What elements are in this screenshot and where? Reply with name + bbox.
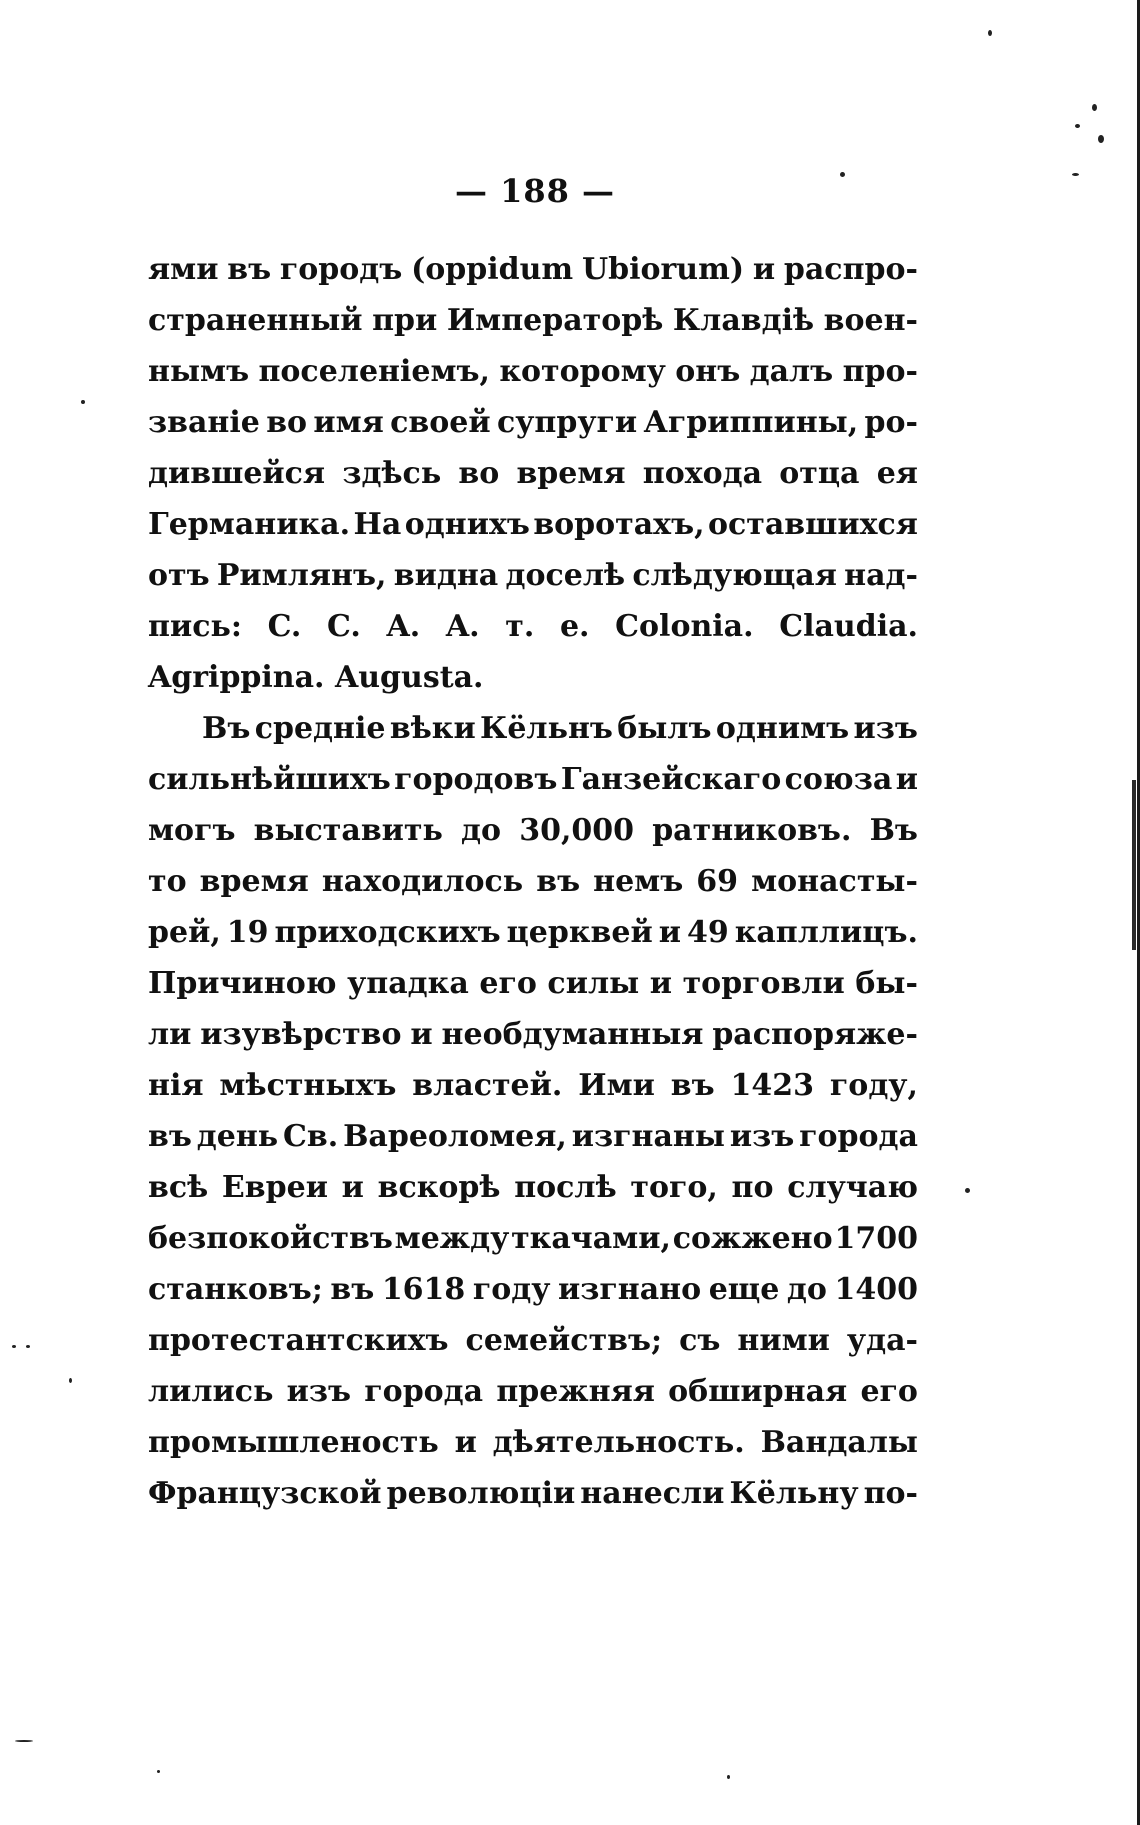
text-line	[148, 1264, 918, 1315]
word: ро-	[864, 405, 918, 440]
word: Ганзейскаго	[560, 762, 782, 797]
word: ли	[148, 1017, 192, 1052]
text-line	[148, 244, 918, 295]
scan-speck	[1098, 135, 1104, 143]
word: городъ	[279, 252, 403, 287]
word: бы-	[855, 966, 918, 1001]
word: день	[196, 1119, 279, 1154]
word: 1423	[730, 1068, 815, 1103]
text-line	[148, 601, 918, 652]
word: и	[454, 1425, 477, 1460]
word: Римлянъ,	[216, 558, 387, 593]
word: ями	[148, 252, 219, 287]
text-line	[148, 448, 918, 499]
word: отца	[779, 456, 860, 491]
word: е.	[559, 609, 590, 644]
word: приходскихъ	[274, 915, 501, 950]
page-edge-mark	[1132, 780, 1136, 950]
text-line	[148, 550, 918, 601]
word: однихъ	[404, 507, 530, 542]
word: немъ	[593, 864, 684, 899]
scan-speck	[1075, 124, 1080, 128]
word: изувѣрство	[200, 1017, 402, 1052]
word: и	[649, 966, 673, 1001]
word: Claudia.	[779, 609, 918, 644]
word: распро-	[783, 252, 918, 287]
word: протестантскихъ	[148, 1323, 449, 1358]
word: торговли	[682, 966, 845, 1001]
word: далъ	[749, 354, 834, 389]
word: время	[199, 864, 309, 899]
word: Кёльнъ	[480, 711, 613, 746]
word: ними	[737, 1323, 830, 1358]
word: Въ	[869, 813, 918, 848]
word: званіе	[148, 405, 260, 440]
word: слѣдующая	[632, 558, 837, 593]
word: воен-	[823, 303, 918, 338]
word: того,	[630, 1170, 718, 1205]
word: силы	[547, 966, 640, 1001]
word: Причиною	[148, 966, 337, 1001]
word: во	[266, 405, 308, 440]
word: страненный	[148, 303, 363, 338]
word: еще	[708, 1272, 780, 1307]
word: случаю	[787, 1170, 918, 1205]
word: На	[353, 507, 402, 542]
word: обширная	[668, 1374, 848, 1409]
word: по	[731, 1170, 774, 1205]
word: въ	[330, 1272, 375, 1307]
word: революціи	[386, 1476, 576, 1511]
scan-speck	[69, 1378, 72, 1383]
word: былъ	[617, 711, 712, 746]
word: Императорѣ	[446, 303, 664, 338]
word: видна	[393, 558, 499, 593]
word: при	[372, 303, 438, 338]
word: своей	[390, 405, 491, 440]
scan-speck	[157, 1770, 160, 1773]
text-line	[148, 1366, 918, 1417]
text-line	[148, 295, 918, 346]
word: лились	[148, 1374, 274, 1409]
word: прежняя	[496, 1374, 655, 1409]
word: году,	[829, 1068, 918, 1103]
word: союза	[784, 762, 893, 797]
text-line	[148, 754, 918, 805]
text-line	[148, 907, 918, 958]
scan-speck	[727, 1775, 730, 1779]
text-line: Agrippina. Augusta.	[148, 660, 484, 695]
word: и	[658, 915, 681, 950]
scan-speck	[1092, 104, 1097, 111]
word: имя	[313, 405, 384, 440]
word: въ	[148, 1119, 192, 1154]
word: выставить	[253, 813, 443, 848]
word: ткачами,	[511, 1221, 671, 1256]
body-text	[148, 244, 918, 1519]
word: необдуманныя	[441, 1017, 704, 1052]
word: Агриппины,	[643, 405, 859, 440]
word: (oppidum	[411, 252, 574, 287]
word: находилось	[321, 864, 524, 899]
word: супруги	[496, 405, 638, 440]
text-line	[148, 1009, 918, 1060]
word: Св.	[283, 1119, 339, 1154]
word: мѣстныхъ	[219, 1068, 397, 1103]
word: воротахъ,	[533, 507, 705, 542]
word: 1700	[834, 1221, 918, 1256]
word: въ	[670, 1068, 715, 1103]
word: безпокойствъ	[148, 1221, 393, 1256]
word: 30,000	[519, 813, 635, 848]
word: Въ	[202, 711, 251, 746]
text-line	[148, 1111, 918, 1162]
text-line	[148, 1060, 918, 1111]
word: церквей	[506, 915, 653, 950]
text-line	[148, 703, 918, 754]
word: 1400	[834, 1272, 918, 1307]
word: между	[394, 1221, 510, 1256]
word: Вареоломея,	[343, 1119, 567, 1154]
word: 19	[226, 915, 269, 950]
word: и	[341, 1170, 364, 1205]
word: нанесли	[580, 1476, 725, 1511]
word: изъ	[729, 1119, 795, 1154]
word: Французской	[148, 1476, 382, 1511]
scan-speck	[15, 1740, 33, 1742]
word: средніе	[254, 711, 386, 746]
word: по-	[863, 1476, 918, 1511]
word: съ	[679, 1323, 721, 1358]
word: всѣ	[148, 1170, 209, 1205]
word: монасты-	[751, 864, 918, 899]
word: Клавдіѣ	[672, 303, 815, 338]
word: Colonia.	[615, 609, 754, 644]
word: до	[461, 813, 502, 848]
word: то	[148, 864, 187, 899]
word: его	[860, 1374, 918, 1409]
word: и	[410, 1017, 433, 1052]
page-number: — 188 —	[454, 172, 616, 210]
scan-speck	[988, 30, 992, 36]
word: капллицъ.	[734, 915, 918, 950]
word: сильнѣйшихъ	[148, 762, 391, 797]
text-line	[148, 1417, 918, 1468]
word: Ими	[578, 1068, 655, 1103]
word: Евреи	[221, 1170, 328, 1205]
word: изгнаны	[571, 1119, 725, 1154]
scan-speck	[26, 1345, 30, 1348]
word: его	[479, 966, 537, 1001]
scan-speck	[12, 1345, 16, 1348]
word: A.	[386, 609, 421, 644]
text-line	[148, 1315, 918, 1366]
text-line	[148, 1162, 918, 1213]
word: которому	[499, 354, 666, 389]
word: 69	[696, 864, 739, 899]
word: распоряже-	[712, 1017, 918, 1052]
word: вѣки	[389, 711, 476, 746]
word: городовъ	[394, 762, 558, 797]
word: уда-	[846, 1323, 918, 1358]
word: города	[799, 1119, 918, 1154]
word: сожжено	[672, 1221, 833, 1256]
word: 1618	[381, 1272, 466, 1307]
word: до	[786, 1272, 827, 1307]
word: C.	[267, 609, 302, 644]
word: въ	[536, 864, 581, 899]
word: онъ	[675, 354, 741, 389]
word: города	[364, 1374, 484, 1409]
word: и	[752, 252, 776, 287]
word: т.	[505, 609, 535, 644]
scan-speck	[965, 1188, 970, 1193]
word: нія	[148, 1068, 204, 1103]
word: ея	[876, 456, 918, 491]
word: ратниковъ.	[652, 813, 852, 848]
scan-speck	[1072, 173, 1079, 176]
scan-speck	[840, 172, 845, 177]
word: властей.	[412, 1068, 563, 1103]
word: упадка	[347, 966, 469, 1001]
word: нымъ	[148, 354, 250, 389]
word: въ	[227, 252, 272, 287]
word: время	[516, 456, 626, 491]
word: изгнано	[558, 1272, 702, 1307]
text-line	[148, 346, 918, 397]
word: здѣсь	[342, 456, 442, 491]
word: однимъ	[715, 711, 850, 746]
text-line	[148, 1468, 918, 1519]
word: Вандалы	[760, 1425, 918, 1460]
word: году	[472, 1272, 551, 1307]
word: над-	[844, 558, 918, 593]
word: дившейся	[148, 456, 326, 491]
word: изъ	[286, 1374, 352, 1409]
word: дѣятельность.	[492, 1425, 745, 1460]
word: Германика.	[148, 507, 351, 542]
word: Ubiorum)	[581, 252, 745, 287]
word: могъ	[148, 813, 236, 848]
word: Кёльну	[729, 1476, 859, 1511]
word: отъ	[148, 558, 210, 593]
word: вскорѣ	[377, 1170, 501, 1205]
word: изъ	[853, 711, 918, 746]
word: поселеніемъ,	[258, 354, 490, 389]
text-line	[148, 1213, 918, 1264]
word: A.	[445, 609, 480, 644]
word: во	[458, 456, 500, 491]
word: пись:	[148, 609, 242, 644]
word: рей,	[148, 915, 221, 950]
word: оставшихся	[707, 507, 918, 542]
word: и	[895, 762, 918, 797]
scan-speck	[81, 400, 85, 404]
word: доселѣ	[505, 558, 626, 593]
word: про-	[842, 354, 918, 389]
word: послѣ	[514, 1170, 617, 1205]
word: похода	[642, 456, 763, 491]
word: станковъ;	[148, 1272, 323, 1307]
word: C.	[327, 609, 361, 644]
text-line	[148, 397, 918, 448]
text-line	[148, 805, 918, 856]
word: 49	[686, 915, 729, 950]
text-line	[148, 856, 918, 907]
text-line	[148, 499, 918, 550]
word: семействъ;	[465, 1323, 663, 1358]
word: промышленость	[148, 1425, 439, 1460]
text-line	[148, 958, 918, 1009]
